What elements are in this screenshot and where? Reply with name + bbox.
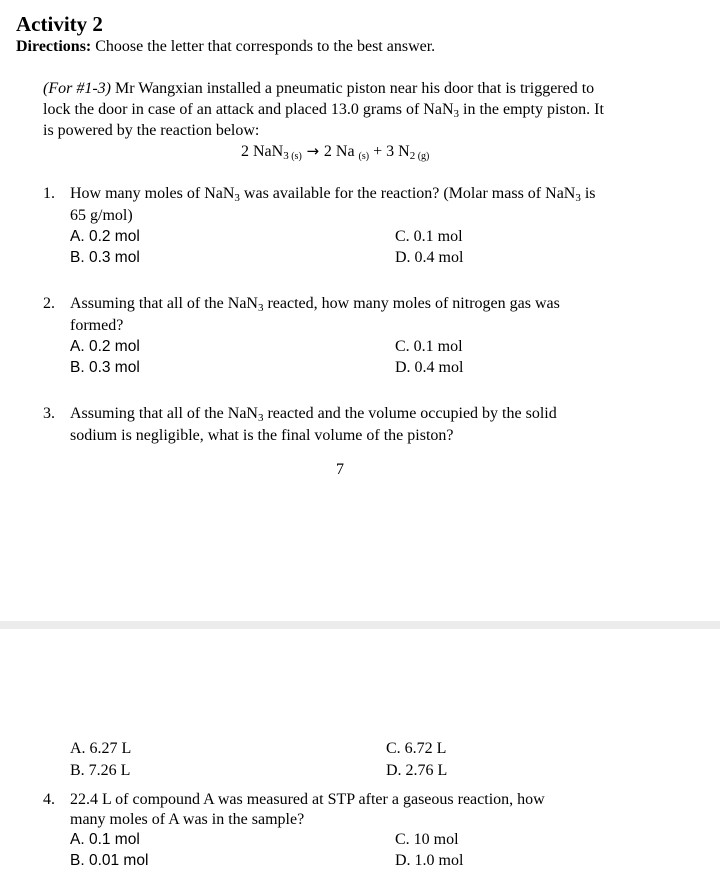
- activity-title: Activity 2: [16, 12, 103, 36]
- intro-line-2: lock the door in case of an attack and placed 13.0 grams of NaN3 in the empty piston. It: [43, 101, 604, 120]
- directions: [16, 38, 435, 56]
- intro-line-3: is powered by the reaction below:: [43, 122, 260, 139]
- directions-text: Choose the letter that corresponds to the best answer.: [91, 38, 436, 55]
- question-text-line-2: formed?: [70, 317, 124, 334]
- option-b[interactable]: B. 0.3 mol: [70, 249, 140, 266]
- page-2: [0, 629, 720, 887]
- option-d[interactable]: D. 0.4 mol: [395, 249, 464, 266]
- option-c[interactable]: C. 0.1 mol: [395, 228, 463, 245]
- reaction-equation: 2 NaN3 $_{(s)}$ → 2 Na $_{(s)}$ + 3 N2 $_{(g)}$: [241, 142, 430, 162]
- question-number: 3.: [43, 405, 55, 422]
- option-a[interactable]: A. 0.2 mol: [70, 338, 140, 355]
- option-a[interactable]: A. 6.27 L: [70, 740, 132, 757]
- question-text-line-2: 65 g/mol): [70, 207, 133, 224]
- page-separator: [0, 621, 720, 629]
- page-number: 7: [336, 461, 344, 478]
- directions-label: Directions:: [16, 38, 92, 55]
- option-c[interactable]: C. 6.72 L: [386, 740, 447, 757]
- option-d[interactable]: D. 1.0 mol: [395, 852, 464, 869]
- option-c[interactable]: C. 0.1 mol: [395, 338, 463, 355]
- question-text-line-1: 22.4 L of compound A was measured at STP after a gaseous reaction, how: [70, 791, 545, 808]
- option-a[interactable]: A. 0.1 mol: [70, 831, 140, 848]
- option-a[interactable]: A. 0.2 mol: [70, 228, 140, 245]
- question-text-line-1: Assuming that all of the NaN3 reacted, how many moles of nitrogen gas was: [70, 295, 560, 314]
- question-text-line-2: many moles of A was in the sample?: [70, 811, 305, 828]
- question-text-line-2: sodium is negligible, what is the final volume of the piston?: [70, 427, 454, 444]
- question-number: 4.: [43, 791, 55, 808]
- question-number: 1.: [43, 185, 55, 202]
- question-text-line-1: How many moles of NaN3 was available for the reaction? (Molar mass of NaN3 is: [70, 185, 596, 204]
- option-b[interactable]: B. 0.01 mol: [70, 852, 149, 869]
- option-b[interactable]: B. 7.26 L: [70, 762, 131, 779]
- intro-prefix: (For #1-3): [43, 80, 111, 97]
- option-b[interactable]: B. 0.3 mol: [70, 359, 140, 376]
- option-d[interactable]: D. 0.4 mol: [395, 359, 464, 376]
- question-text-line-1: Assuming that all of the NaN3 reacted and the volume occupied by the solid: [70, 405, 557, 424]
- intro-line-1: (For #1-3) Mr Wangxian installed a pneumatic piston near his door that is triggered to: [43, 80, 595, 97]
- option-d[interactable]: D. 2.76 L: [386, 762, 448, 779]
- option-c[interactable]: C. 10 mol: [395, 831, 459, 848]
- arrow-icon: →: [301, 142, 324, 160]
- question-number: 2.: [43, 295, 55, 312]
